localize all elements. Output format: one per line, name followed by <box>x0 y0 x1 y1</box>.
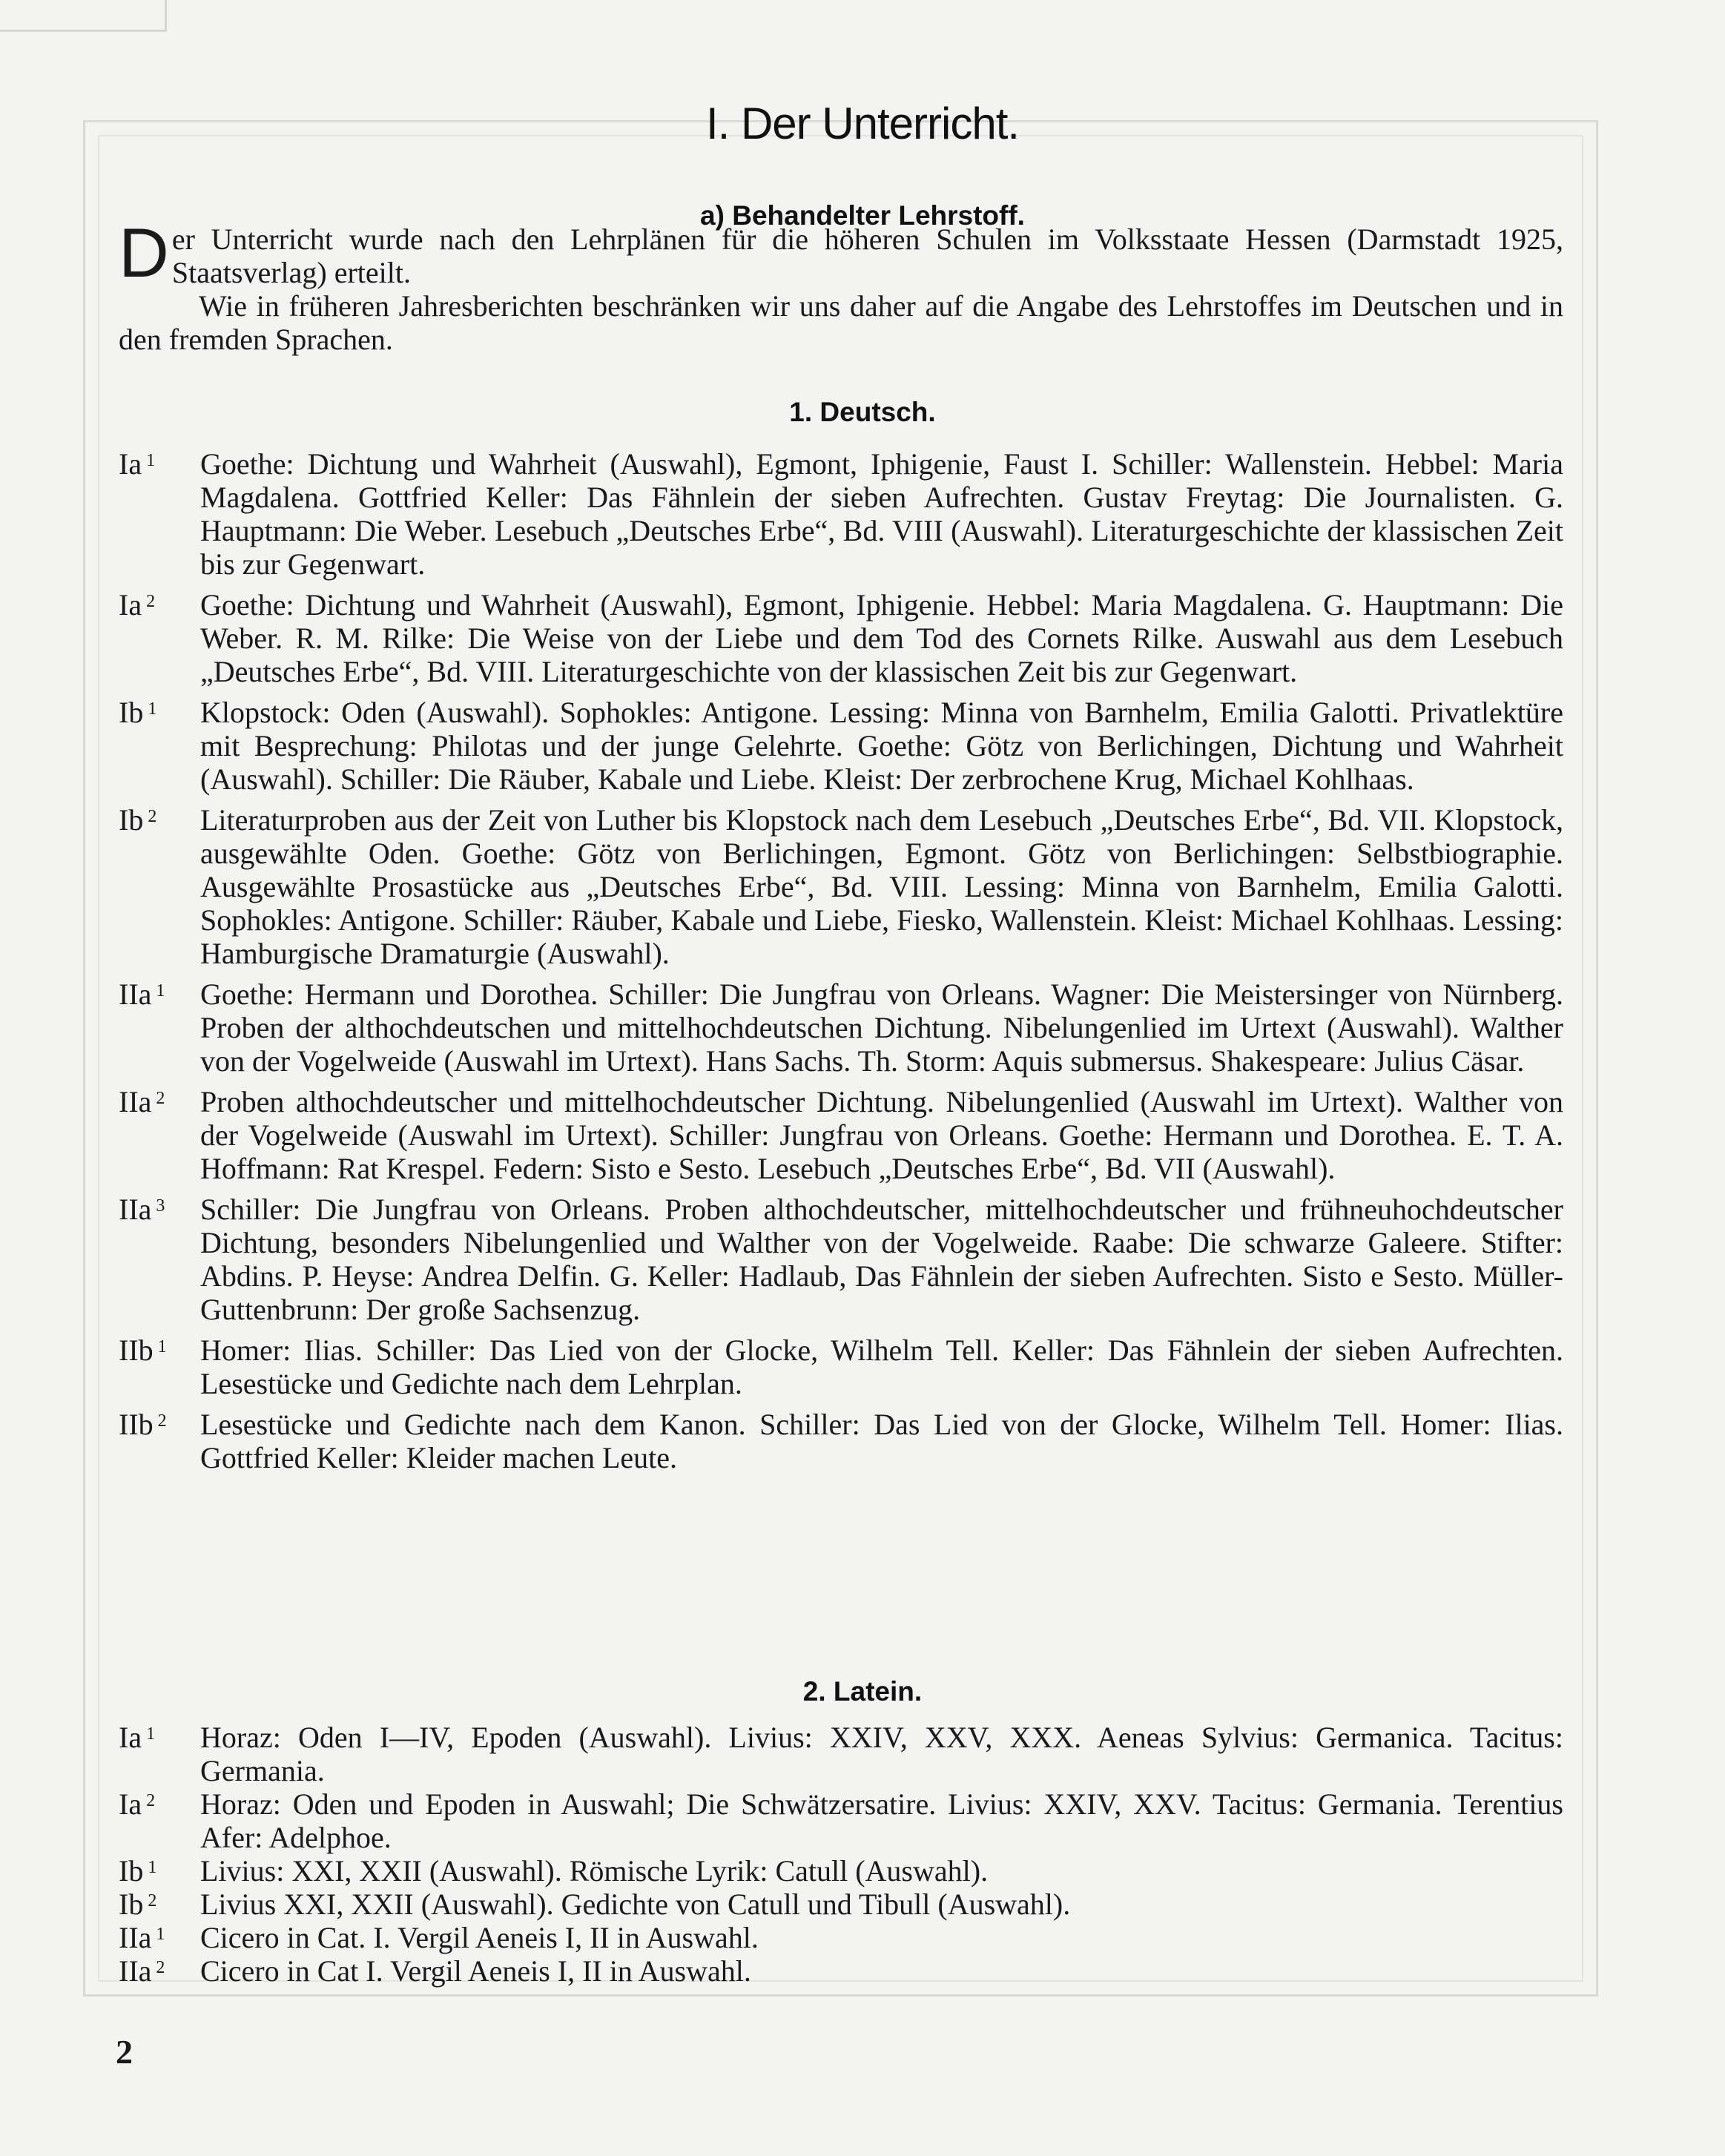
class-label <box>119 1085 200 1185</box>
curriculum-entry <box>119 1954 1563 1988</box>
class-name: Ib <box>119 803 144 837</box>
class-label <box>119 1334 200 1400</box>
class-name: Ia <box>119 447 142 481</box>
entry-text: Homer: Ilias. Schiller: Das Lied von der Glocke, Wilhelm Tell. Keller: Das Fähnlein der sieben Aufrechten. Lesestücke und Gedichte nach dem Lehrplan. <box>200 1334 1563 1400</box>
class-index: 1 <box>156 981 165 1000</box>
class-index: 1 <box>148 1858 157 1877</box>
class-label <box>119 1854 200 1888</box>
class-index: 2 <box>148 807 157 826</box>
curriculum-entry <box>119 1921 1563 1954</box>
dropcap: D <box>119 214 169 291</box>
entry-text: Livius: XXI, XXII (Auswahl). Römische Lyrik: Catull (Auswahl). <box>200 1854 989 1888</box>
corner-mark <box>0 0 167 32</box>
curriculum-entry <box>119 1408 1563 1474</box>
class-label <box>119 588 200 688</box>
curriculum-entry <box>119 1193 1563 1326</box>
class-label <box>119 1721 200 1787</box>
class-index: 1 <box>148 699 157 719</box>
class-index: 2 <box>156 1958 165 1977</box>
latein-list <box>119 1721 1563 1988</box>
class-index: 1 <box>157 1337 167 1356</box>
class-label <box>119 696 200 796</box>
entry-text: Horaz: Oden und Epoden in Auswahl; Die Schwätzersatire. Livius: XXIV, XXV. Tacitus: Germania. Terentius Afer: Adelphoe. <box>200 1787 1563 1854</box>
entry-text: Goethe: Dichtung und Wahrheit (Auswahl), Egmont, Iphigenie. Hebbel: Maria Magdalena. G. Hauptmann: Die Weber. R. M. Rilke: Die Weise von der Liebe und dem Tod des Cornets Rilke. Auswahl aus dem Lesebuch „Deutsches Erbe“, Bd. VIII. Literaturgeschichte von der klassischen Zeit bis zur Gegenwart. <box>200 588 1563 688</box>
chapter-title: I. Der Unterricht. <box>705 99 1020 148</box>
class-name: IIa <box>119 1954 152 1988</box>
deutsch-list <box>119 447 1563 1482</box>
class-label <box>119 1408 200 1474</box>
class-index: 2 <box>146 592 156 611</box>
entry-text: Goethe: Hermann und Dorothea. Schiller: Die Jungfrau von Orleans. Wagner: Die Meistersinger von Nürnberg. Proben der althochdeutschen und mittelhochdeutschen Dichtung. Nibelungenlied im Urtext (Auswahl). Walther von der Vogelweide (Auswahl im Urtext). Hans Sachs. Th. Storm: Aquis submersus. Shakespeare: Julius Cäsar. <box>200 978 1563 1078</box>
class-index: 1 <box>156 1925 165 1944</box>
page-number: 2 <box>116 2033 133 2071</box>
class-name: IIa <box>119 1921 152 1954</box>
class-name: Ia <box>119 1787 142 1821</box>
class-label <box>119 1954 200 1988</box>
entry-text: Horaz: Oden I—IV, Epoden (Auswahl). Livius: XXIV, XXV, XXX. Aeneas Sylvius: Germanica. Tacitus: Germania. <box>200 1721 1563 1787</box>
class-label <box>119 1921 200 1954</box>
class-name: Ib <box>119 1888 144 1921</box>
entry-text: Livius XXI, XXII (Auswahl). Gedichte von Catull und Tibull (Auswahl). <box>200 1888 1071 1921</box>
curriculum-entry <box>119 588 1563 688</box>
curriculum-entry <box>119 696 1563 796</box>
class-index: 1 <box>146 1724 156 1744</box>
class-name: Ib <box>119 696 144 729</box>
entry-text: Schiller: Die Jungfrau von Orleans. Proben althochdeutscher, mittelhochdeutscher und frühneuhochdeutscher Dichtung, besonders Nibelungenlied und Walther von der Vogelweide. Raabe: Die schwarze Galeere. Stifter: Abdins. P. Heyse: Andrea Delfin. G. Keller: Hadlaub, Das Fähnlein der sieben Aufrechten. Sisto e Sesto. Müller-Guttenbrunn: Der große Sachsenzug. <box>200 1193 1563 1326</box>
entry-text: Proben althochdeutscher und mittelhochdeutscher Dichtung. Nibelungenlied (Auswahl im Urtext). Walther von der Vogelweide (Auswahl im Urtext). Schiller: Jungfrau von Orleans. Goethe: Hermann und Dorothea. E. T. A. Hoffmann: Rat Krespel. Federn: Sisto e Sesto. Lesebuch „Deutsches Erbe“, Bd. VII (Auswahl). <box>200 1085 1563 1185</box>
class-label <box>119 978 200 1078</box>
class-name: IIa <box>119 1085 152 1118</box>
curriculum-entry <box>119 1334 1563 1400</box>
class-name: IIb <box>119 1408 154 1441</box>
entry-text: Lesestücke und Gedichte nach dem Kanon. Schiller: Das Lied von der Glocke, Wilhelm Tell. Homer: Ilias. Gottfried Keller: Kleider machen Leute. <box>200 1408 1563 1474</box>
class-label <box>119 447 200 581</box>
curriculum-entry <box>119 1787 1563 1854</box>
class-label <box>119 1787 200 1854</box>
class-name: IIa <box>119 1193 152 1226</box>
entry-text: Klopstock: Oden (Auswahl). Sophokles: Antigone. Lessing: Minna von Barnhelm, Emilia Galotti. Privatlektüre mit Besprechung: Philotas und der junge Gelehrte. Goethe: Götz von Berlichingen, Dichtung und Wahrheit (Auswahl). Schiller: Die Räuber, Kabale und Liebe. Kleist: Der zerbrochene Krug, Michael Kohlhaas. <box>200 696 1563 796</box>
entry-text: Literaturproben aus der Zeit von Luther bis Klopstock nach dem Lesebuch „Deutsches Erbe“, Bd. VII. Klopstock, ausgewählte Oden. Goethe: Götz von Berlichingen, Egmont. Götz von Berlichingen: Selbstbiographie. Ausgewählte Prosastücke aus „Deutsches Erbe“, Bd. VIII. Lessing: Minna von Barnhelm, Emilia Galotti. Sophokles: Antigone. Schiller: Räuber, Kabale und Liebe, Fiesko, Wallenstein. Kleist: Michael Kohlhaas. Lessing: Hamburgische Dramaturgie (Auswahl). <box>200 803 1563 970</box>
class-index: 3 <box>156 1196 165 1216</box>
class-label <box>119 1193 200 1326</box>
class-index: 2 <box>157 1411 167 1431</box>
class-index: 2 <box>156 1089 165 1108</box>
curriculum-entry <box>119 1888 1563 1921</box>
class-label <box>119 803 200 970</box>
class-index: 2 <box>146 1791 156 1810</box>
curriculum-entry <box>119 978 1563 1078</box>
class-name: IIb <box>119 1334 154 1367</box>
curriculum-entry <box>119 1721 1563 1787</box>
intro-paragraph-1: er Unterricht wurde nach den Lehrplänen für die höheren Schulen im Volksstaate Hessen (Darmstadt 1925, Staatsverlag) erteilt. <box>171 222 1563 289</box>
section-title: a) Behandelter Lehrstoff. <box>700 200 1025 231</box>
curriculum-entry <box>119 1085 1563 1185</box>
latein-heading: 2. Latein. <box>802 1676 923 1707</box>
deutsch-heading: 1. Deutsch. <box>789 397 936 427</box>
class-name: Ia <box>119 1721 142 1754</box>
class-name: IIa <box>119 978 152 1011</box>
entry-text: Goethe: Dichtung und Wahrheit (Auswahl), Egmont, Iphigenie, Faust I. Schiller: Wallenstein. Hebbel: Maria Magdalena. Gottfried Keller: Das Fähnlein der sieben Aufrechten. Gustav Freytag: Die Journalisten. G. Hauptmann: Die Weber. Lesebuch „Deutsches Erbe“, Bd. VIII (Auswahl). Literaturgeschichte der klassischen Zeit bis zur Gegenwart. <box>200 447 1563 581</box>
class-name: Ib <box>119 1854 144 1888</box>
class-name: Ia <box>119 588 142 622</box>
curriculum-entry <box>119 803 1563 970</box>
entry-text: Cicero in Cat. I. Vergil Aeneis I, II in Auswahl. <box>200 1921 759 1954</box>
class-index: 1 <box>146 451 156 470</box>
entry-text: Cicero in Cat I. Vergil Aeneis I, II in Auswahl. <box>200 1954 751 1988</box>
class-label <box>119 1888 200 1921</box>
class-index: 2 <box>148 1891 157 1911</box>
curriculum-entry <box>119 1854 1563 1888</box>
curriculum-entry <box>119 447 1563 581</box>
intro-paragraph-2: Wie in früheren Jahresberichten beschränken wir uns daher auf die Angabe des Lehrstoffes im Deutschen und in den fremden Sprachen. <box>119 289 1563 356</box>
